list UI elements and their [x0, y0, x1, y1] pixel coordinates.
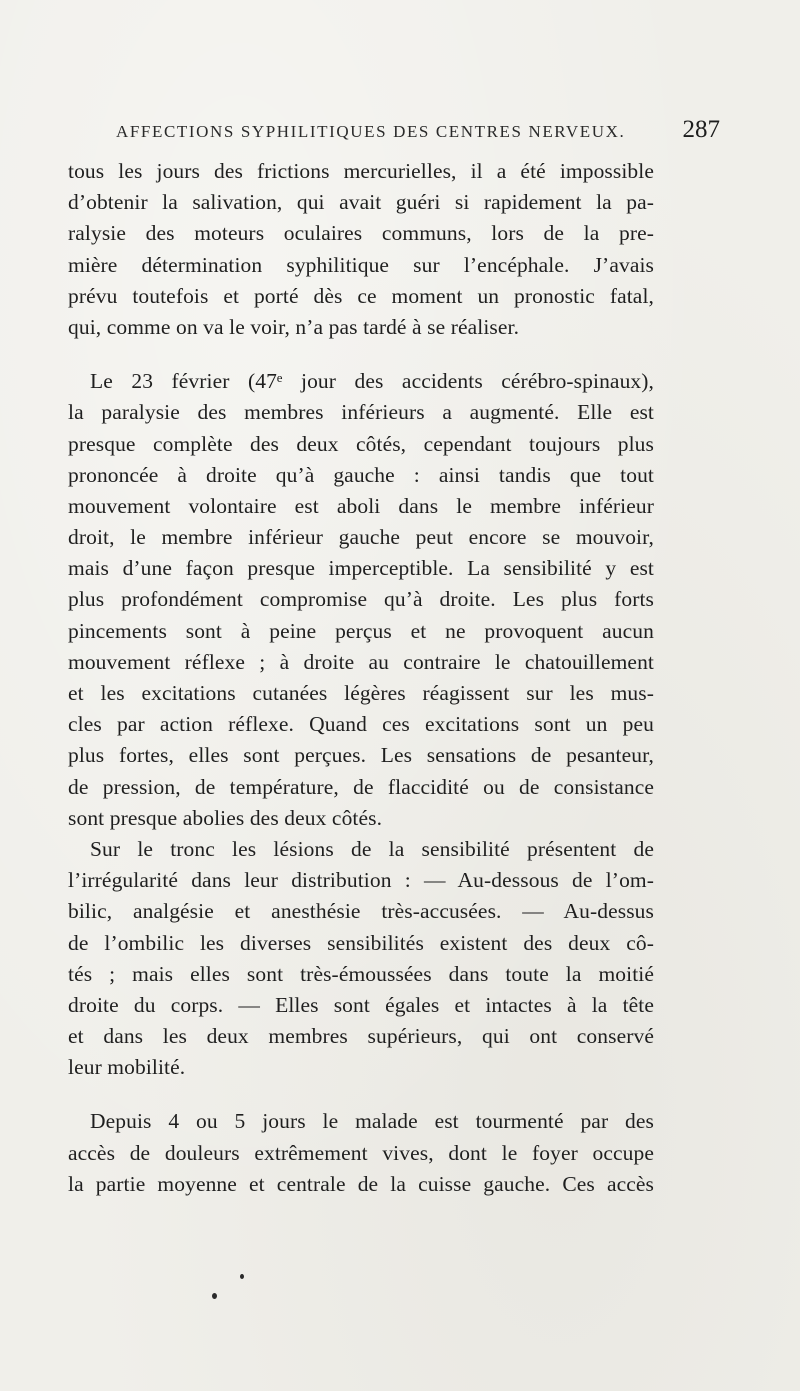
text-line: mouvement réflexe ; à droite au contraire le chatouillement: [68, 649, 654, 674]
ink-speck: [240, 1274, 244, 1279]
text-line: ralysie des moteurs oculaires communs, lors de la pre-: [68, 221, 654, 246]
text-line: Depuis 4 ou 5 jours le malade est tourmenté par des: [90, 1109, 654, 1134]
text-line: Le 23 février (47ᵉ jour des accidents cérébro-spinaux),: [90, 369, 654, 394]
text-line: pincements sont à peine perçus et ne provoquent aucun: [68, 618, 654, 643]
text-line: d’obtenir la salivation, qui avait guéri si rapidement la pa-: [68, 190, 654, 215]
text-line: de l’ombilic les diverses sensibilités existent des deux cô-: [68, 930, 654, 955]
page-header: [116, 118, 720, 146]
text-line: tous les jours des frictions mercurielles, il a été impossible: [68, 159, 654, 183]
paragraph-1: [68, 156, 654, 343]
text-line: bilic, analgésie et anesthésie très-accusées. — Au-dessus: [68, 899, 654, 924]
text-line: mière détermination syphilitique sur l’encéphale. J’avais: [68, 252, 654, 277]
text-line: accès de douleurs extrêmement vives, dont le foyer occupe: [68, 1140, 654, 1165]
text-line: qui, comme on va le voir, n’a pas tardé à se réaliser.: [68, 314, 520, 339]
paragraph-2: [68, 366, 654, 1083]
text-line: la paralysie des membres inférieurs a augmenté. Elle est: [68, 400, 654, 425]
text-line: et les excitations cutanées légères réagissent sur les mus-: [68, 681, 654, 705]
text-line: droite du corps. — Elles sont égales et intactes à la tête: [68, 992, 654, 1017]
text-line: mouvement volontaire est aboli dans le membre inférieur: [68, 493, 654, 518]
text-line: presque complète des deux côtés, cependant toujours plus: [68, 431, 654, 456]
body-text: [68, 156, 654, 1200]
paragraph-gap: [68, 343, 654, 366]
text-line: cles par action réflexe. Quand ces excitations sont un peu: [68, 712, 654, 737]
page-number: 287: [682, 116, 720, 143]
text-line: plus profondément compromise qu’à droite. Les plus forts: [68, 587, 654, 612]
text-line: de pression, de température, de flaccidité ou de consistance: [68, 774, 654, 799]
text-line: et dans les deux membres supérieurs, qui ont conservé: [68, 1024, 654, 1049]
text-line: la partie moyenne et centrale de la cuisse gauche. Ces accès: [68, 1171, 654, 1196]
text-line: prononcée à droite qu’à gauche : ainsi tandis que tout: [68, 462, 654, 487]
text-line: tés ; mais elles sont très-émoussées dans toute la moitié: [68, 961, 654, 986]
paragraph-gap: [68, 1083, 654, 1106]
text-line: plus fortes, elles sont perçues. Les sensations de pesanteur,: [68, 743, 654, 768]
text-line: Sur le tronc les lésions de la sensibilité présentent de: [90, 836, 654, 861]
text-line: sont presque abolies des deux côtés.: [68, 805, 383, 830]
ink-speck: [212, 1293, 217, 1299]
text-line: prévu toutefois et porté dès ce moment un pronostic fatal,: [68, 283, 654, 308]
text-line: droit, le membre inférieur gauche peut encore se mouvoir,: [68, 525, 654, 550]
text-line: leur mobilité.: [68, 1055, 186, 1080]
paragraph-3: [68, 1106, 654, 1200]
running-head: AFFECTIONS SYPHILITIQUES DES CENTRES NERVEUX.: [116, 122, 626, 141]
text-line: mais d’une façon presque imperceptible. La sensibilité y est: [68, 556, 654, 581]
text-line: l’irrégularité dans leur distribution : — Au-dessous de l’om-: [68, 868, 654, 893]
